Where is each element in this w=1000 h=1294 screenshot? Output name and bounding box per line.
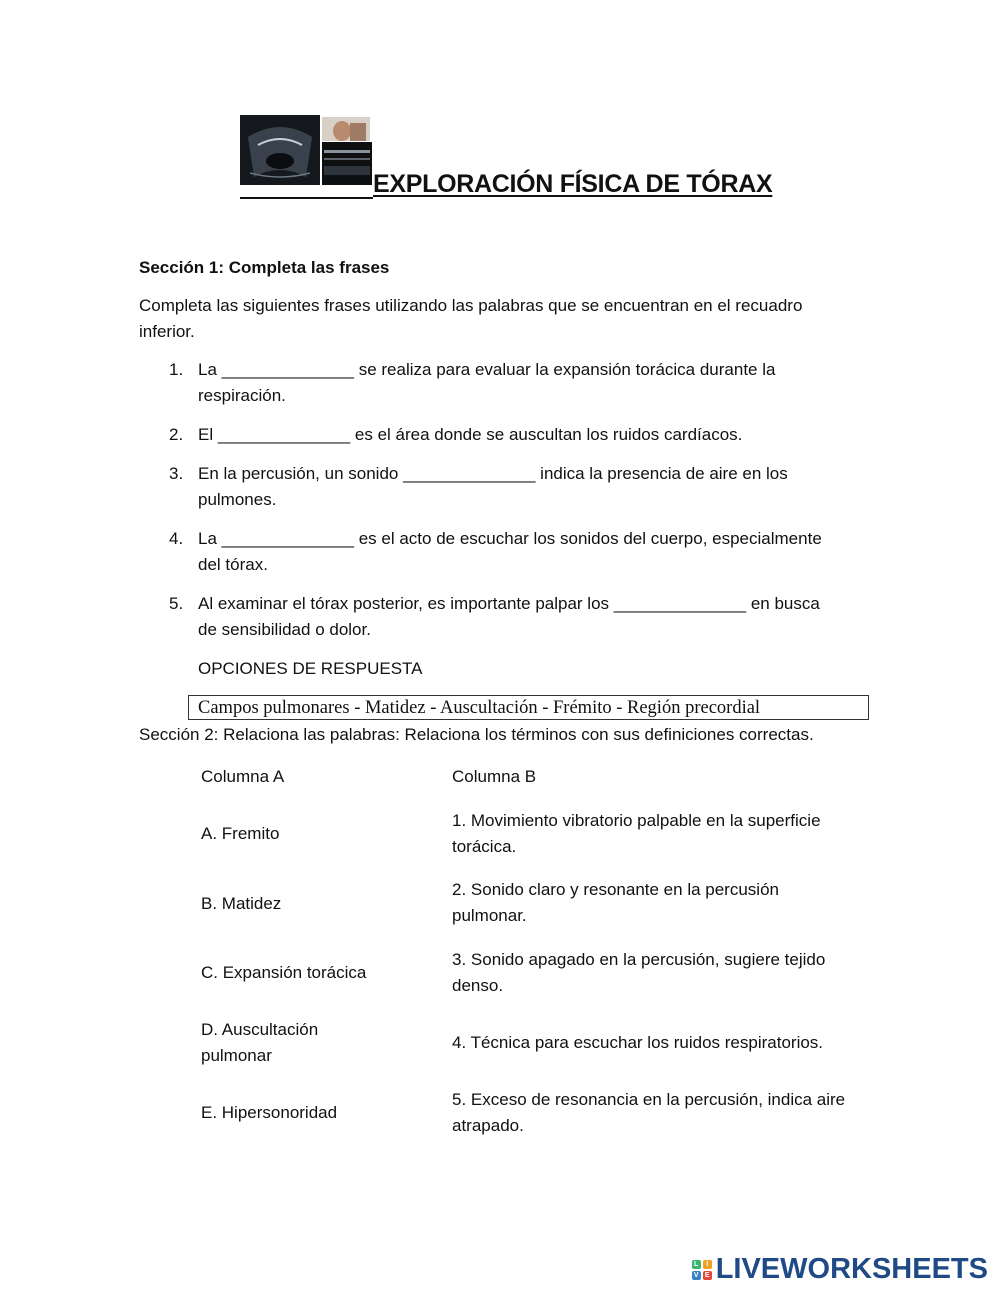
questions-list	[139, 357, 859, 656]
title-underline	[240, 197, 373, 199]
logo-tile: I	[703, 1260, 712, 1269]
logo-text: LIVEWORKSHEETS	[715, 1253, 988, 1285]
ultrasound-graphic	[240, 115, 320, 185]
logo-tile: E	[703, 1271, 712, 1280]
question-number: 1.	[169, 360, 184, 379]
definition-4: 4. Técnica para escuchar los ruidos respiratorios.	[452, 1033, 824, 1052]
definition-2	[452, 877, 872, 929]
definition-line: atrapado.	[452, 1116, 524, 1135]
section-1-title: Sección 1: Completa las frases	[139, 258, 390, 277]
question-text-line: del tórax.	[198, 555, 268, 574]
term-c: C. Expansión torácica	[201, 963, 367, 982]
answer-options-box: Campos pulmonares - Matidez - Auscultación - Frémito - Región precordial	[188, 695, 869, 720]
term-e: E. Hipersonoridad	[201, 1103, 338, 1122]
question-item	[139, 526, 859, 578]
term-a: A. Fremito	[201, 824, 280, 843]
definition-line: pulmonar.	[452, 906, 527, 925]
question-number: 3.	[169, 464, 184, 483]
logo-grid-icon	[692, 1260, 712, 1280]
column-a-header: Columna A	[201, 767, 285, 786]
logo-tile: L	[692, 1260, 701, 1269]
definition-1	[452, 808, 872, 860]
question-item	[139, 591, 859, 643]
question-number: 5.	[169, 594, 184, 613]
column-b-header: Columna B	[452, 767, 537, 786]
question-text-line: En la percusión, un sonido ______________ indica la presencia de aire en los	[198, 464, 788, 483]
term-line: D. Auscultación	[201, 1020, 319, 1039]
ultrasound-image	[240, 115, 320, 185]
scan-image	[322, 142, 372, 185]
question-text-line: de sensibilidad o dolor.	[198, 620, 371, 639]
question-item	[139, 461, 859, 513]
definition-3	[452, 947, 872, 999]
liveworksheets-logo	[692, 1253, 988, 1286]
question-number: 2.	[169, 425, 184, 444]
definition-line: torácica.	[452, 837, 517, 856]
definition-line: 3. Sonido apagado en la percusión, sugiere tejido	[452, 950, 826, 969]
page-title: EXPLORACIÓN FÍSICA DE TÓRAX	[373, 170, 773, 198]
options-label: OPCIONES DE RESPUESTA	[198, 659, 423, 678]
question-item	[139, 422, 859, 448]
section-1-instructions: Completa las siguientes frases utilizando las palabras que se encuentran en el recuadro inferior.	[139, 296, 803, 341]
examination-photo	[322, 117, 370, 141]
question-text-line: respiración.	[198, 386, 286, 405]
definition-line: denso.	[452, 976, 504, 995]
definition-5	[452, 1087, 872, 1139]
definition-line: 1. Movimiento vibratorio palpable en la superficie	[452, 811, 821, 830]
logo-tile: V	[692, 1271, 701, 1280]
question-text-line: La ______________ se realiza para evaluar la expansión torácica durante la	[198, 360, 776, 379]
question-item	[139, 357, 859, 409]
term-line: pulmonar	[201, 1046, 272, 1065]
question-number: 4.	[169, 529, 184, 548]
photo-graphic	[322, 117, 370, 141]
question-text-line: pulmones.	[198, 490, 277, 509]
term-d	[201, 1017, 411, 1069]
question-text-line: La ______________ es el acto de escuchar los sonidos del cuerpo, especialmente	[198, 529, 822, 548]
definition-line: 2. Sonido claro y resonante en la percusión	[452, 880, 779, 899]
question-text-line: El ______________ es el área donde se auscultan los ruidos cardíacos.	[198, 425, 743, 444]
question-text-line: Al examinar el tórax posterior, es importante palpar los ______________ en busca	[198, 594, 820, 613]
definition-line: 5. Exceso de resonancia en la percusión, indica aire	[452, 1090, 846, 1109]
scan-graphic	[322, 142, 372, 185]
term-b: B. Matidez	[201, 894, 282, 913]
section-2-title: Sección 2: Relaciona las palabras: Relaciona los términos con sus definiciones correctas.	[139, 725, 814, 744]
